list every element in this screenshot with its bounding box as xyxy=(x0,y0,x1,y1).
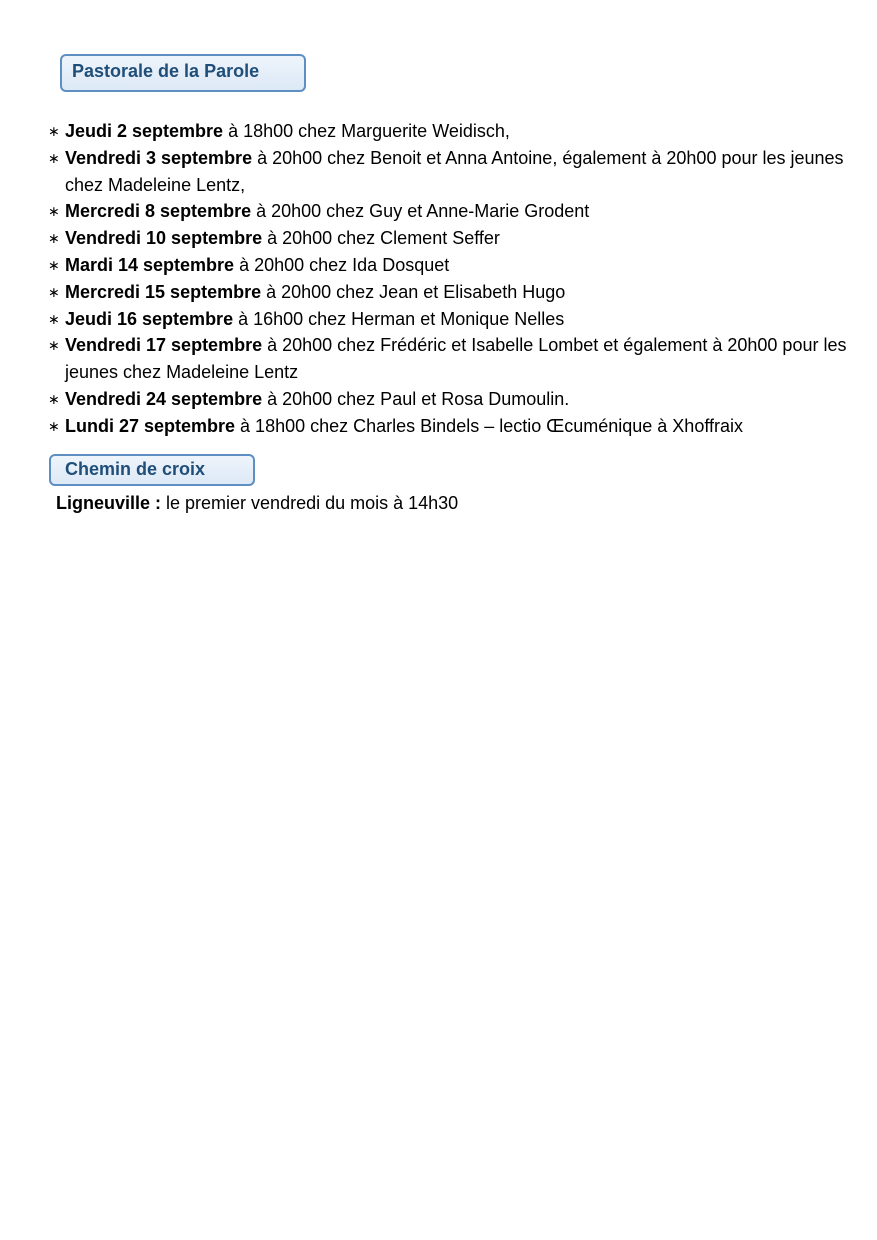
list-item xyxy=(48,145,848,199)
list-item xyxy=(48,332,848,386)
bullet-icon: ∗ xyxy=(48,337,60,354)
event-day: Mardi 14 septembre xyxy=(65,254,235,275)
list-item xyxy=(48,252,848,279)
event-day: Vendredi 24 septembre xyxy=(65,388,263,409)
event-details: à 20h00 chez Clement Seffer xyxy=(262,228,500,249)
list-item xyxy=(48,225,848,252)
event-details: à 16h00 chez Herman et Monique Nelles xyxy=(233,308,565,329)
event-details: à 20h00 chez Paul et Rosa Dumoulin. xyxy=(262,388,570,409)
event-details: à 20h00 chez Guy et Anne-Marie Grodent xyxy=(251,201,590,222)
list-item xyxy=(48,118,848,145)
event-day: Mercredi 8 septembre xyxy=(65,201,252,222)
events-list xyxy=(48,118,848,440)
list-item xyxy=(48,279,848,306)
event-day: Vendredi 10 septembre xyxy=(65,228,263,249)
event-day: Lundi 27 septembre xyxy=(65,415,236,436)
event-day: Mercredi 15 septembre xyxy=(65,281,262,302)
event-details: à 18h00 chez Charles Bindels – lectio Œcuménique à Xhoffraix xyxy=(235,415,744,436)
list-item xyxy=(48,306,848,333)
bullet-icon: ∗ xyxy=(48,203,60,220)
bullet-icon: ∗ xyxy=(48,230,60,247)
event-day: Vendredi 3 septembre xyxy=(65,147,253,168)
event-details: à 20h00 chez Jean et Elisabeth Hugo xyxy=(261,281,566,302)
event-details: à 20h00 chez Frédéric et Isabelle Lombet et également à 20h00 pour les jeunes chez Madeleine Lentz xyxy=(65,335,847,383)
section-title-chemin-de-croix: Chemin de croix xyxy=(49,454,255,486)
event-details: à 20h00 chez Ida Dosquet xyxy=(234,254,450,275)
chemin-de-croix-line xyxy=(56,491,458,515)
event-details: à 20h00 chez Benoit et Anna Antoine, également à 20h00 pour les jeunes chez Madeleine Lentz, xyxy=(65,147,844,195)
bullet-icon: ∗ xyxy=(48,256,60,273)
event-day: Jeudi 2 septembre xyxy=(65,121,224,141)
chemin-details: le premier vendredi du mois à 14h30 xyxy=(161,493,459,513)
list-item xyxy=(48,413,848,440)
event-day: Jeudi 16 septembre xyxy=(65,308,234,329)
bullet-icon: ∗ xyxy=(48,417,60,434)
bullet-icon: ∗ xyxy=(48,390,60,407)
event-details: à 18h00 chez Marguerite Weidisch, xyxy=(223,121,510,141)
bullet-icon: ∗ xyxy=(48,123,60,139)
chemin-place: Ligneuville : xyxy=(56,493,162,513)
bullet-icon: ∗ xyxy=(48,310,60,327)
list-item xyxy=(48,198,848,225)
bullet-icon: ∗ xyxy=(48,149,60,166)
event-day: Vendredi 17 septembre xyxy=(65,335,263,356)
list-item xyxy=(48,386,848,413)
bullet-icon: ∗ xyxy=(48,283,60,300)
section-title-pastorale: Pastorale de la Parole xyxy=(60,54,306,92)
